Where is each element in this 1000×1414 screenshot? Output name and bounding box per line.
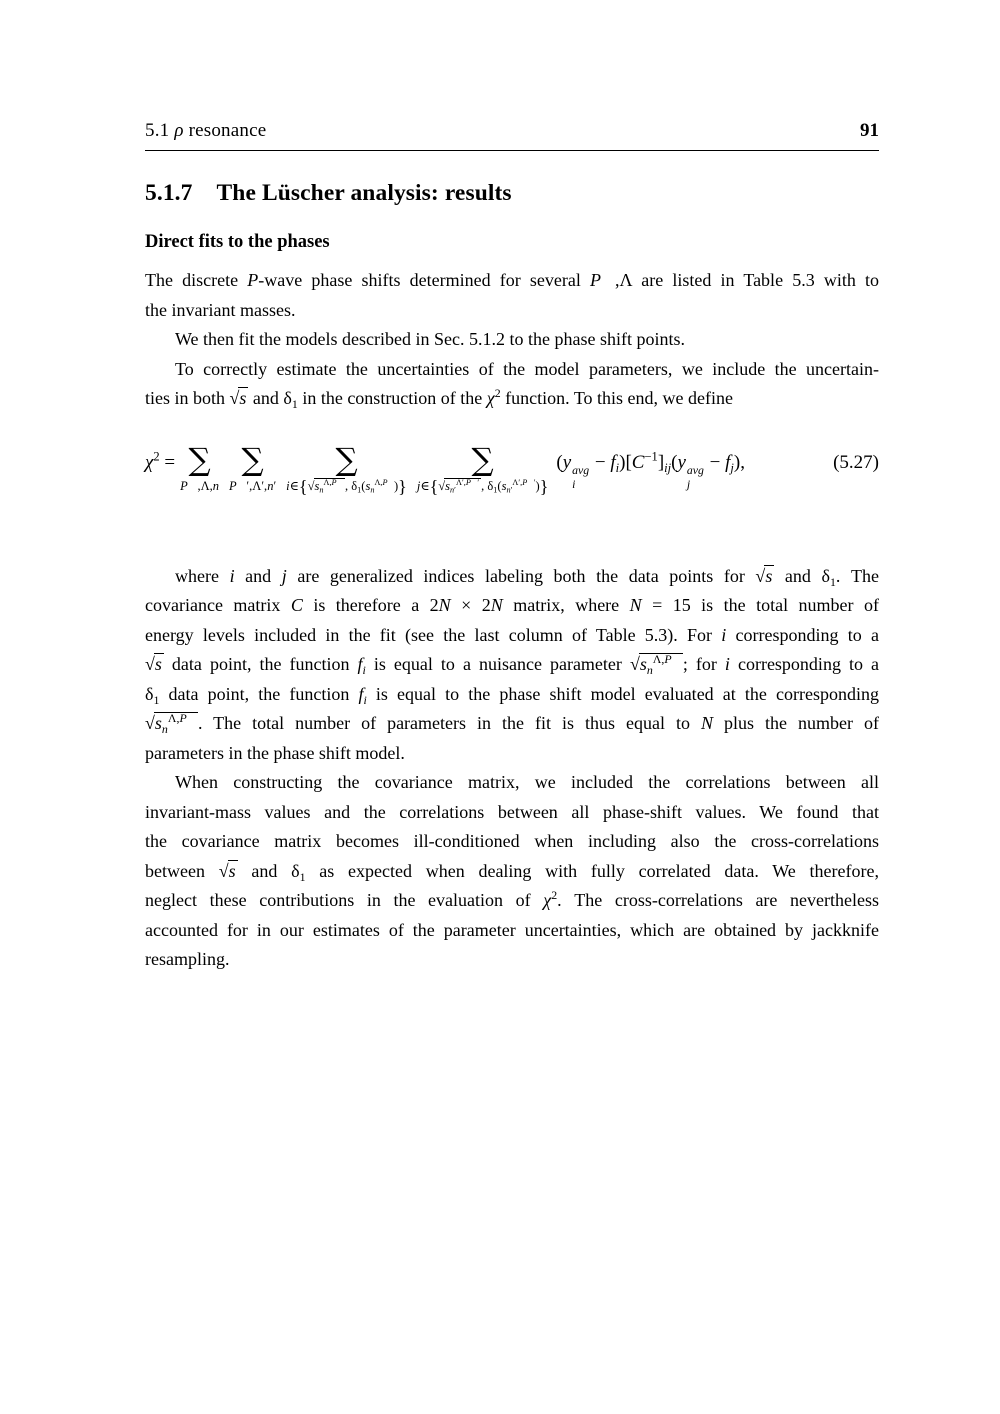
sum-over-j xyxy=(416,441,549,497)
text-line: between √s and $\delta_1$ as expected when dealing with fully correlated data. We therefore, xyxy=(145,860,879,884)
sigma-symbol: ∑ xyxy=(471,441,494,478)
text-line: where i and j are generalized indices labeling both the data points for √s and $\delta_1$. The xyxy=(175,565,879,589)
equation-number: (5.27) xyxy=(833,451,879,473)
text-line: accounted for in our estimates of the parameter uncertainties, which are obtained by jackknife xyxy=(145,919,879,940)
sum-over-i xyxy=(286,441,407,497)
sum-subscript: P⃗,Λ,n xyxy=(180,478,220,493)
text-line: resampling. xyxy=(145,949,230,969)
equation-body xyxy=(145,441,745,497)
section-title: The Lüscher analysis: results xyxy=(216,180,512,206)
sum-subscript: $j\in\{√s_{n'}^{\Lambda',P⃗'}$ , $\delta_1(s_{n'}^{\Lambda',P⃗'})$} xyxy=(416,476,549,497)
text-line: We then fit the models described in Sec. 5.1.2 to the phase shift points. xyxy=(175,329,685,349)
equation-rhs: (y avg i − $f_i)[C^{-1}]_{ij}(y$ avg j − $f_j$), xyxy=(556,448,745,491)
text-line: neglect these contributions in the evaluation of $\chi^2$. The cross-correlations are nevertheless xyxy=(145,887,880,910)
text-line: the invariant masses. xyxy=(145,299,296,320)
sigma-symbol: ∑ xyxy=(335,441,358,478)
text-line: The discrete P-wave phase shifts determined for several P⃗,Λ are listed in Table 5.3 with to xyxy=(145,270,879,290)
sigma-symbol: ∑ xyxy=(188,441,211,478)
header-rule xyxy=(145,150,879,151)
text-line: the covariance matrix becomes ill-conditioned when including also the cross-correlations xyxy=(145,831,879,851)
paragraphs-before-equation xyxy=(145,266,879,414)
section-number: 5.1.7 xyxy=(145,180,193,206)
text-line: $√s_n^{\Lambda,P⃗}$ . The total number of parameters in the fit is thus equal to N plus the number of xyxy=(145,710,879,736)
text-line: √s data point, the function $f_i$ is equal to a nuisance parameter $√s_n^{\Lambda,P⃗}$ ; for i corresponding to a xyxy=(145,651,879,677)
paragraph xyxy=(145,325,879,355)
page-number: 91 xyxy=(860,120,879,141)
text-line: energy levels included in the fit (see the last column of Table 5.3). For i corresponding to a xyxy=(145,624,879,645)
text-line: parameters in the phase shift model. xyxy=(145,742,405,763)
subsection-heading: Direct fits to the phases xyxy=(145,232,330,252)
text-line: covariance matrix C is therefore a 2N × 2N matrix, where N = 15 is the total number of xyxy=(145,595,879,615)
sum-over-P-prime-Lambda-prime-n-prime xyxy=(229,441,277,494)
page-content xyxy=(145,120,879,975)
section-heading xyxy=(145,180,879,207)
paragraphs-after-equation xyxy=(145,562,879,975)
paragraph xyxy=(145,562,879,769)
equation-5-27 xyxy=(145,441,879,540)
text-line: $\delta_1$ data point, the function $f_i$ is equal to the phase shift model evaluated at the corresponding xyxy=(145,683,879,707)
paragraph xyxy=(145,768,879,975)
equation-lhs: $\chi^2$ = xyxy=(145,448,176,473)
paragraph xyxy=(145,355,879,414)
text-line: invariant-mass values and the correlations between all phase-shift values. We found that xyxy=(145,801,879,822)
sum-subscript: $i\in\{√s_n^{\Lambda,P⃗}$ , $\delta_1(s_n^{\Lambda,P⃗})$} xyxy=(286,476,407,497)
sigma-symbol: ∑ xyxy=(241,441,264,478)
paragraph xyxy=(145,266,879,325)
text-line: To correctly estimate the uncertainties of the model parameters, we include the uncertain- xyxy=(175,358,879,379)
text-line: ties in both √s and $\delta_1$ in the construction of the $\chi^2$ function. To this end, we define xyxy=(145,385,734,411)
running-header xyxy=(145,120,879,142)
sum-over-P-Lambda-n xyxy=(180,441,220,494)
header-section-label: 5.1 ρ resonance xyxy=(145,120,267,141)
text-line: When constructing the covariance matrix, we included the correlations between all xyxy=(175,772,879,792)
sum-subscript: P⃗′,Λ′,n′ xyxy=(229,478,277,493)
